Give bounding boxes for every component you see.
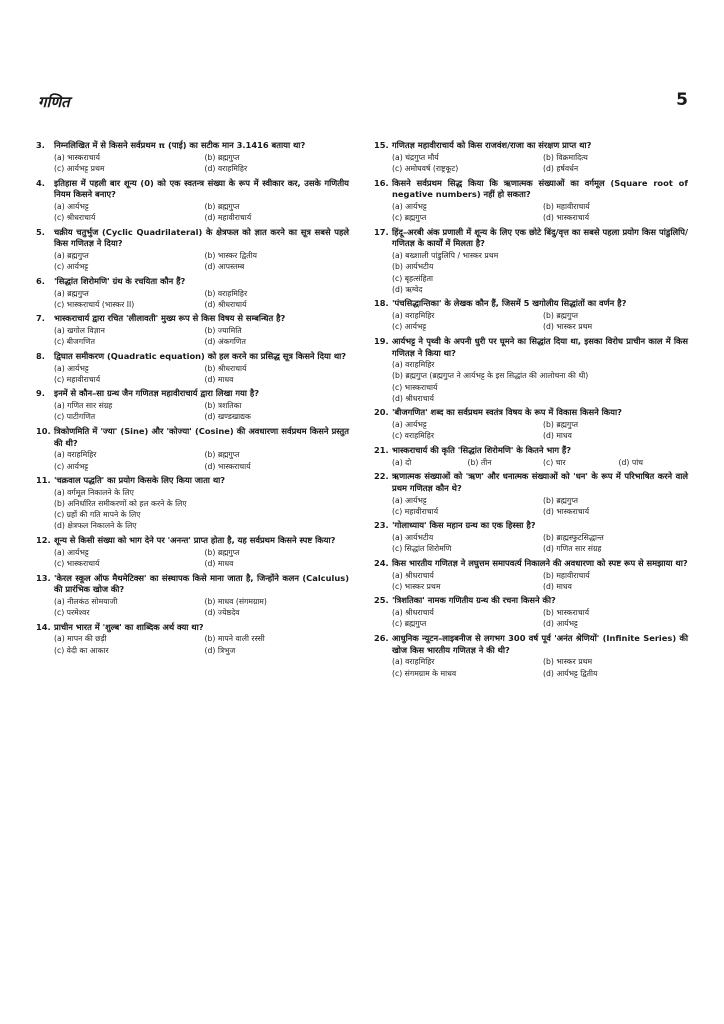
question-text: 'बीजगणित' शब्द का सर्वप्रथम स्वतंत्र विषय के रूप में विकास किसने किया? [392, 407, 622, 418]
question-item [374, 633, 688, 679]
options-list [392, 607, 688, 629]
option-text: (d) माधव [204, 374, 234, 384]
question-text: भास्कराचार्य द्वारा रचित 'लीलावती' मुख्य रूप से किस विषय से सम्बन्धित है? [54, 313, 286, 324]
option-text: (d) ऋग्वेद [392, 284, 423, 294]
question-number: 6. [36, 275, 45, 286]
options-list [392, 250, 688, 295]
option-text: (c) सिद्धांत शिरोमणि [392, 544, 452, 554]
option-text: (a) नीलकंठ सोमयाजी [54, 596, 118, 606]
options-list [392, 359, 688, 404]
option-text: (d) आपस्तम्ब [204, 262, 245, 272]
option-text: (d) भास्कराचार्य [204, 461, 251, 471]
option-text: (b) ब्रह्मगुप्त [204, 152, 240, 162]
option-text: (a) श्रीधराचार्य [392, 570, 434, 580]
options-list [54, 201, 349, 223]
question-text: इनमें से कौन–सा ग्रन्थ जैन गणितज्ञ महावीराचार्य द्वारा लिखा गया है? [54, 388, 260, 399]
option-text: (b) मापने वाली रस्सी [204, 634, 265, 644]
question-text: निम्नलिखित में से किसने सर्वप्रथम π (पाई) का सटीक मान 3.1416 बताया था? [54, 140, 306, 150]
option-text: (c) संगमग्राम के माधव [392, 668, 457, 678]
option-text: (c) श्रीधराचार्य [54, 213, 96, 223]
question-item [374, 595, 688, 629]
option-text: (a) गणित सार संग्रह [54, 401, 113, 411]
option-text: (a) वराहमिहिर [392, 360, 435, 370]
option-text: (c) भास्कराचार्य [392, 382, 438, 392]
question-number: 25. [374, 595, 389, 606]
options-list [392, 570, 688, 592]
question-item [36, 178, 349, 224]
option-text: (d) खण्डखाद्यक [204, 412, 251, 422]
question-item [36, 426, 349, 472]
options-list [392, 152, 688, 174]
question-item [36, 351, 349, 385]
question-number: 5. [36, 226, 45, 237]
question-item [374, 558, 688, 592]
question-text: आधुनिक न्यूटन–लाइबनीज से लगभग 300 वर्ष पूर्व 'अनंत श्रेणियों' (Infinite Series) की खोज किस भारतीय गणितज्ञ ने की थी? [392, 632, 688, 655]
question-text: 'त्रिशतिका' नामक गणितीय ग्रन्थ की रचना किसने की? [392, 595, 556, 606]
option-text: (a) वराहमिहिर [54, 450, 97, 460]
option-text: (d) गणित सार संग्रह [543, 544, 602, 554]
option-text: (d) माधव [204, 558, 234, 568]
option-text: (a) दो [392, 457, 412, 467]
question-text: प्राचीन भारत में 'शुल्ब' का शाब्दिक अर्थ क्या था? [54, 621, 204, 632]
option-text: (b) माधव (संगमग्राम) [204, 596, 267, 606]
option-text: (a) आर्यभट्ट [54, 363, 89, 373]
question-number: 14. [36, 621, 51, 632]
option-text: (a) चंद्रगुप्त मौर्य [392, 152, 439, 162]
option-text: (c) बीजगणित [54, 337, 96, 347]
question-text: 'पंचसिद्धान्तिका' के लेखक कौन हैं, जिसमें 5 खगोलीय सिद्धांतों का वर्णन है? [392, 298, 627, 309]
question-item [36, 313, 349, 347]
options-list [392, 419, 688, 441]
options-list [54, 325, 349, 347]
option-text: (b) महावीराचार्य [543, 201, 590, 211]
option-text: (d) भास्कराचार्य [543, 213, 590, 223]
question-item [36, 227, 349, 273]
question-item [374, 445, 688, 468]
option-text: (c) आर्यभट्ट प्रथम [54, 163, 105, 173]
option-text: (b) ब्रह्मगुप्त [543, 495, 578, 505]
question-item [374, 227, 688, 295]
option-text: (a) मापन की छड़ी [54, 634, 107, 644]
right-question-column [374, 140, 688, 682]
option-text: (a) आर्यभटीय [392, 533, 434, 543]
option-text: (c) भास्कर प्रथम [392, 581, 441, 591]
question-text: आर्यभट्ट ने पृथ्वी के अपनी धुरी पर घूमने का सिद्धांत दिया था, इसका विरोध प्राचीन काल में किस गणितज्ञ ने किया था? [392, 335, 688, 358]
options-list [54, 250, 349, 272]
options-list [54, 152, 349, 174]
option-text: (a) वर्गमूल निकालने के लिए [54, 487, 134, 497]
option-text: (c) आर्यभट्ट [392, 322, 427, 332]
option-text: (d) माधव [543, 431, 572, 441]
option-text: (b) भास्कराचार्य [543, 608, 590, 618]
option-text: (d) हर्षवर्धन [543, 163, 579, 173]
question-text: गणितज्ञ महावीराचार्य को किस राजवंश/राजा का संरक्षण प्राप्त था? [392, 140, 592, 150]
option-text: (c) अमोघवर्ष (राष्ट्रकूट) [392, 163, 459, 173]
question-number: 8. [36, 350, 45, 361]
option-text: (c) पाटीगणित [54, 412, 96, 422]
option-text: (b) आर्यभटीय [392, 262, 434, 272]
option-text: (b) ब्रह्मगुप्त [204, 201, 240, 211]
option-text: (b) भास्कर प्रथम [543, 657, 593, 667]
option-text: (b) त्रशतिका [204, 401, 242, 411]
question-item [36, 573, 349, 619]
option-text: (a) आर्यभट्ट [392, 420, 427, 430]
option-text: (d) भास्कर प्रथम [543, 322, 593, 332]
option-text: (c) महावीराचार्य [54, 374, 101, 384]
option-text: (b) ब्रह्मगुप्त [204, 450, 240, 460]
question-text: त्रिकोणमिति में 'ज्या' (Sine) और 'कोज्या' (Cosine) की अवधारणा सर्वप्रथम किसने प्रस्तुत की थी? [54, 425, 349, 448]
question-number: 17. [374, 226, 389, 237]
option-text: (a) श्रीधराचार्य [392, 608, 434, 618]
question-number: 13. [36, 572, 51, 583]
question-item [374, 471, 688, 517]
option-text: (b) महावीराचार्य [543, 570, 590, 580]
option-text: (a) खगोल विज्ञान [54, 326, 105, 336]
option-text: (a) ब्रह्मगुप्त [54, 288, 89, 298]
option-text: (a) वराहमिहिर [392, 311, 435, 321]
question-number: 9. [36, 388, 45, 399]
option-text: (a) वराहमिहिर [392, 657, 435, 667]
option-text: (c) आर्यभट्ट [54, 461, 89, 471]
option-text: (b) ब्रह्मगुप्त (ब्रह्मगुप्त ने आर्यभट्ट के इस सिद्धांत की आलोचना की थी) [392, 371, 589, 381]
question-number: 23. [374, 520, 389, 531]
option-text: (d) वराहमिहिर [204, 163, 248, 173]
question-text: चक्रीय चतुर्भुज (Cyclic Quadrilateral) के क्षेत्रफल को ज्ञात करने का सूत्र सबसे पहले किस गणितज्ञ ने दिया? [54, 226, 349, 249]
option-text: (a) बख्शाली पांडुलिपि / भास्कर प्रथम [392, 251, 499, 261]
option-text: (a) आर्यभट्ट [392, 495, 427, 505]
option-text: (c) आर्यभट्ट [54, 262, 89, 272]
options-list [54, 487, 349, 532]
question-item [374, 140, 688, 174]
option-text: (d) महावीराचार्य [204, 213, 252, 223]
options-list [392, 457, 688, 468]
question-number: 24. [374, 557, 389, 568]
option-text: (b) ब्रह्मगुप्त [204, 547, 240, 557]
question-number: 22. [374, 471, 389, 482]
question-number: 12. [36, 535, 51, 546]
question-number: 10. [36, 425, 51, 436]
option-text: (b) भास्कर द्वितीय [204, 251, 257, 261]
option-text: (c) परमेश्वर [54, 608, 90, 618]
options-list [54, 547, 349, 569]
option-text: (b) अनिर्धारित समीकरणों को हल करने के लिए [54, 499, 187, 509]
option-text: (c) बृहत्संहिता [392, 273, 433, 283]
option-text: (b) वराहमिहिर [204, 288, 248, 298]
question-number: 26. [374, 632, 389, 643]
question-item [36, 276, 349, 310]
subject-title: गणित [38, 93, 70, 111]
options-list [54, 363, 349, 385]
option-text: (b) ब्राह्मस्फुटसिद्धान्त [543, 533, 604, 543]
option-text: (b) तीन [467, 457, 492, 467]
question-item [36, 475, 349, 532]
option-text: (d) क्षेत्रफल निकालने के लिए [54, 521, 137, 531]
option-text: (d) भास्कराचार्य [543, 506, 590, 516]
option-text: (d) अंकगणित [204, 337, 246, 347]
question-text: इतिहास में पहली बार शून्य (0) को एक स्वतन्त्र संख्या के रूप में स्वीकार कर, उसके गणितीय नियम किसने बनाए? [54, 177, 349, 200]
option-text: (c) ब्रह्मगुप्त [392, 213, 427, 223]
options-list [392, 310, 688, 332]
page-header [38, 92, 688, 116]
option-text: (c) चार [543, 457, 566, 467]
question-number: 3. [36, 140, 45, 150]
question-item [374, 178, 688, 224]
question-text: हिंदू–अरबी अंक प्रणाली में शून्य के लिए एक छोटे बिंदु/वृत्त का सबसे पहला प्रयोग किस पांडुलिपि/गणितज्ञ के कार्यों में मिलता है? [392, 226, 688, 249]
option-text: (d) त्रिभुज [204, 645, 236, 655]
question-number: 20. [374, 407, 389, 418]
question-text: शून्य से किसी संख्या को भाग देने पर 'अनन्त' प्राप्त होता है, यह सर्वप्रथम किसने स्पष्ट किया? [54, 535, 336, 546]
options-list [392, 495, 688, 517]
option-text: (b) ब्रह्मगुप्त [543, 311, 578, 321]
option-text: (d) ज्येष्ठदेव [204, 608, 240, 618]
question-text: किस भारतीय गणितज्ञ ने लघुत्तम समापवर्त्य निकालने की अवधारणा को स्पष्ट रूप से समझाया था? [392, 557, 688, 568]
question-text: भास्कराचार्य की कृति 'सिद्धांत शिरोमणि' के कितने भाग हैं? [392, 444, 572, 455]
option-text: (c) वराहमिहिर [392, 431, 434, 441]
option-text: (d) श्रीधराचार्य [204, 299, 247, 309]
question-text: 'चक्रवाल पद्धति' का प्रयोग किसके लिए किया जाता था? [54, 475, 226, 486]
question-item [374, 520, 688, 554]
option-text: (a) आर्यभट्ट [54, 547, 89, 557]
option-text: (c) ग्रहों की गति मापने के लिए [54, 510, 141, 520]
options-list [392, 532, 688, 554]
question-number: 15. [374, 140, 389, 150]
question-item [374, 407, 688, 441]
option-text: (b) श्रीधराचार्य [204, 363, 247, 373]
question-number: 11. [36, 475, 51, 486]
option-text: (d) आर्यभट्ट द्वितीय [543, 668, 598, 678]
question-text: ऋणात्मक संख्याओं को 'ऋण' और धनात्मक संख्याओं को 'धन' के रूप में परिभाषित करने वाले प्रथम गणितज्ञ कौन थे? [392, 471, 688, 493]
option-text: (b) ज्यामिति [204, 326, 242, 336]
question-number: 21. [374, 444, 389, 455]
option-text: (d) पांच [618, 457, 644, 467]
question-text: 'गोलाध्याय' किस महान ग्रन्थ का एक हिस्सा है? [392, 520, 536, 531]
option-text: (c) भास्कराचार्य [54, 558, 100, 568]
question-number: 19. [374, 335, 389, 346]
option-text: (d) माधव [543, 581, 572, 591]
option-text: (c) वेदी का आकार [54, 645, 109, 655]
option-text: (d) श्रीधराचार्य [392, 393, 434, 403]
left-question-column [36, 140, 349, 659]
question-number: 16. [374, 177, 389, 188]
option-text: (a) आर्यभट्ट [54, 201, 89, 211]
option-text: (c) ब्रह्मगुप्त [392, 619, 427, 629]
options-list [392, 656, 688, 678]
option-text: (a) भास्कराचार्य [54, 152, 100, 162]
options-list [54, 400, 349, 422]
option-text: (c) भास्कराचार्य (भास्कर II) [54, 299, 135, 309]
question-item [374, 298, 688, 332]
option-text: (a) ब्रह्मगुप्त [54, 251, 89, 261]
question-item [36, 622, 349, 656]
options-list [54, 449, 349, 471]
option-text: (d) आर्यभट्ट [543, 619, 578, 629]
question-number: 4. [36, 177, 45, 188]
page-number: 5 [676, 90, 688, 110]
option-text: (c) महावीराचार्य [392, 506, 439, 516]
question-item [374, 336, 688, 404]
option-text: (b) ब्रह्मगुप्त [543, 420, 578, 430]
option-text: (a) आर्यभट्ट [392, 201, 427, 211]
options-list [392, 201, 688, 223]
options-list [54, 633, 349, 655]
options-list [54, 596, 349, 618]
option-text: (b) विक्रमादित्य [543, 152, 588, 162]
question-item [36, 388, 349, 422]
question-text: किसने सर्वप्रथम सिद्ध किया कि ऋणात्मक संख्याओं का वर्गमूल (Square root of negative numbers) नहीं हो सकता? [392, 177, 688, 200]
options-list [54, 288, 349, 310]
question-number: 18. [374, 298, 389, 309]
question-text: 'केरल स्कूल ऑफ मैथमेटिक्स' का संस्थापक किसे माना जाता है, जिन्होंने कलन (Calculus) की प्रारंभिक खोज की? [54, 572, 349, 595]
question-text: 'सिद्धांत शिरोमणि' ग्रंथ के रचयिता कौन हैं? [54, 275, 186, 286]
question-item [36, 535, 349, 569]
question-item [36, 140, 349, 174]
question-number: 7. [36, 313, 45, 324]
question-text: द्विघात समीकरण (Quadratic equation) को हल करने का प्रसिद्ध सूत्र किसने दिया था? [54, 350, 347, 361]
